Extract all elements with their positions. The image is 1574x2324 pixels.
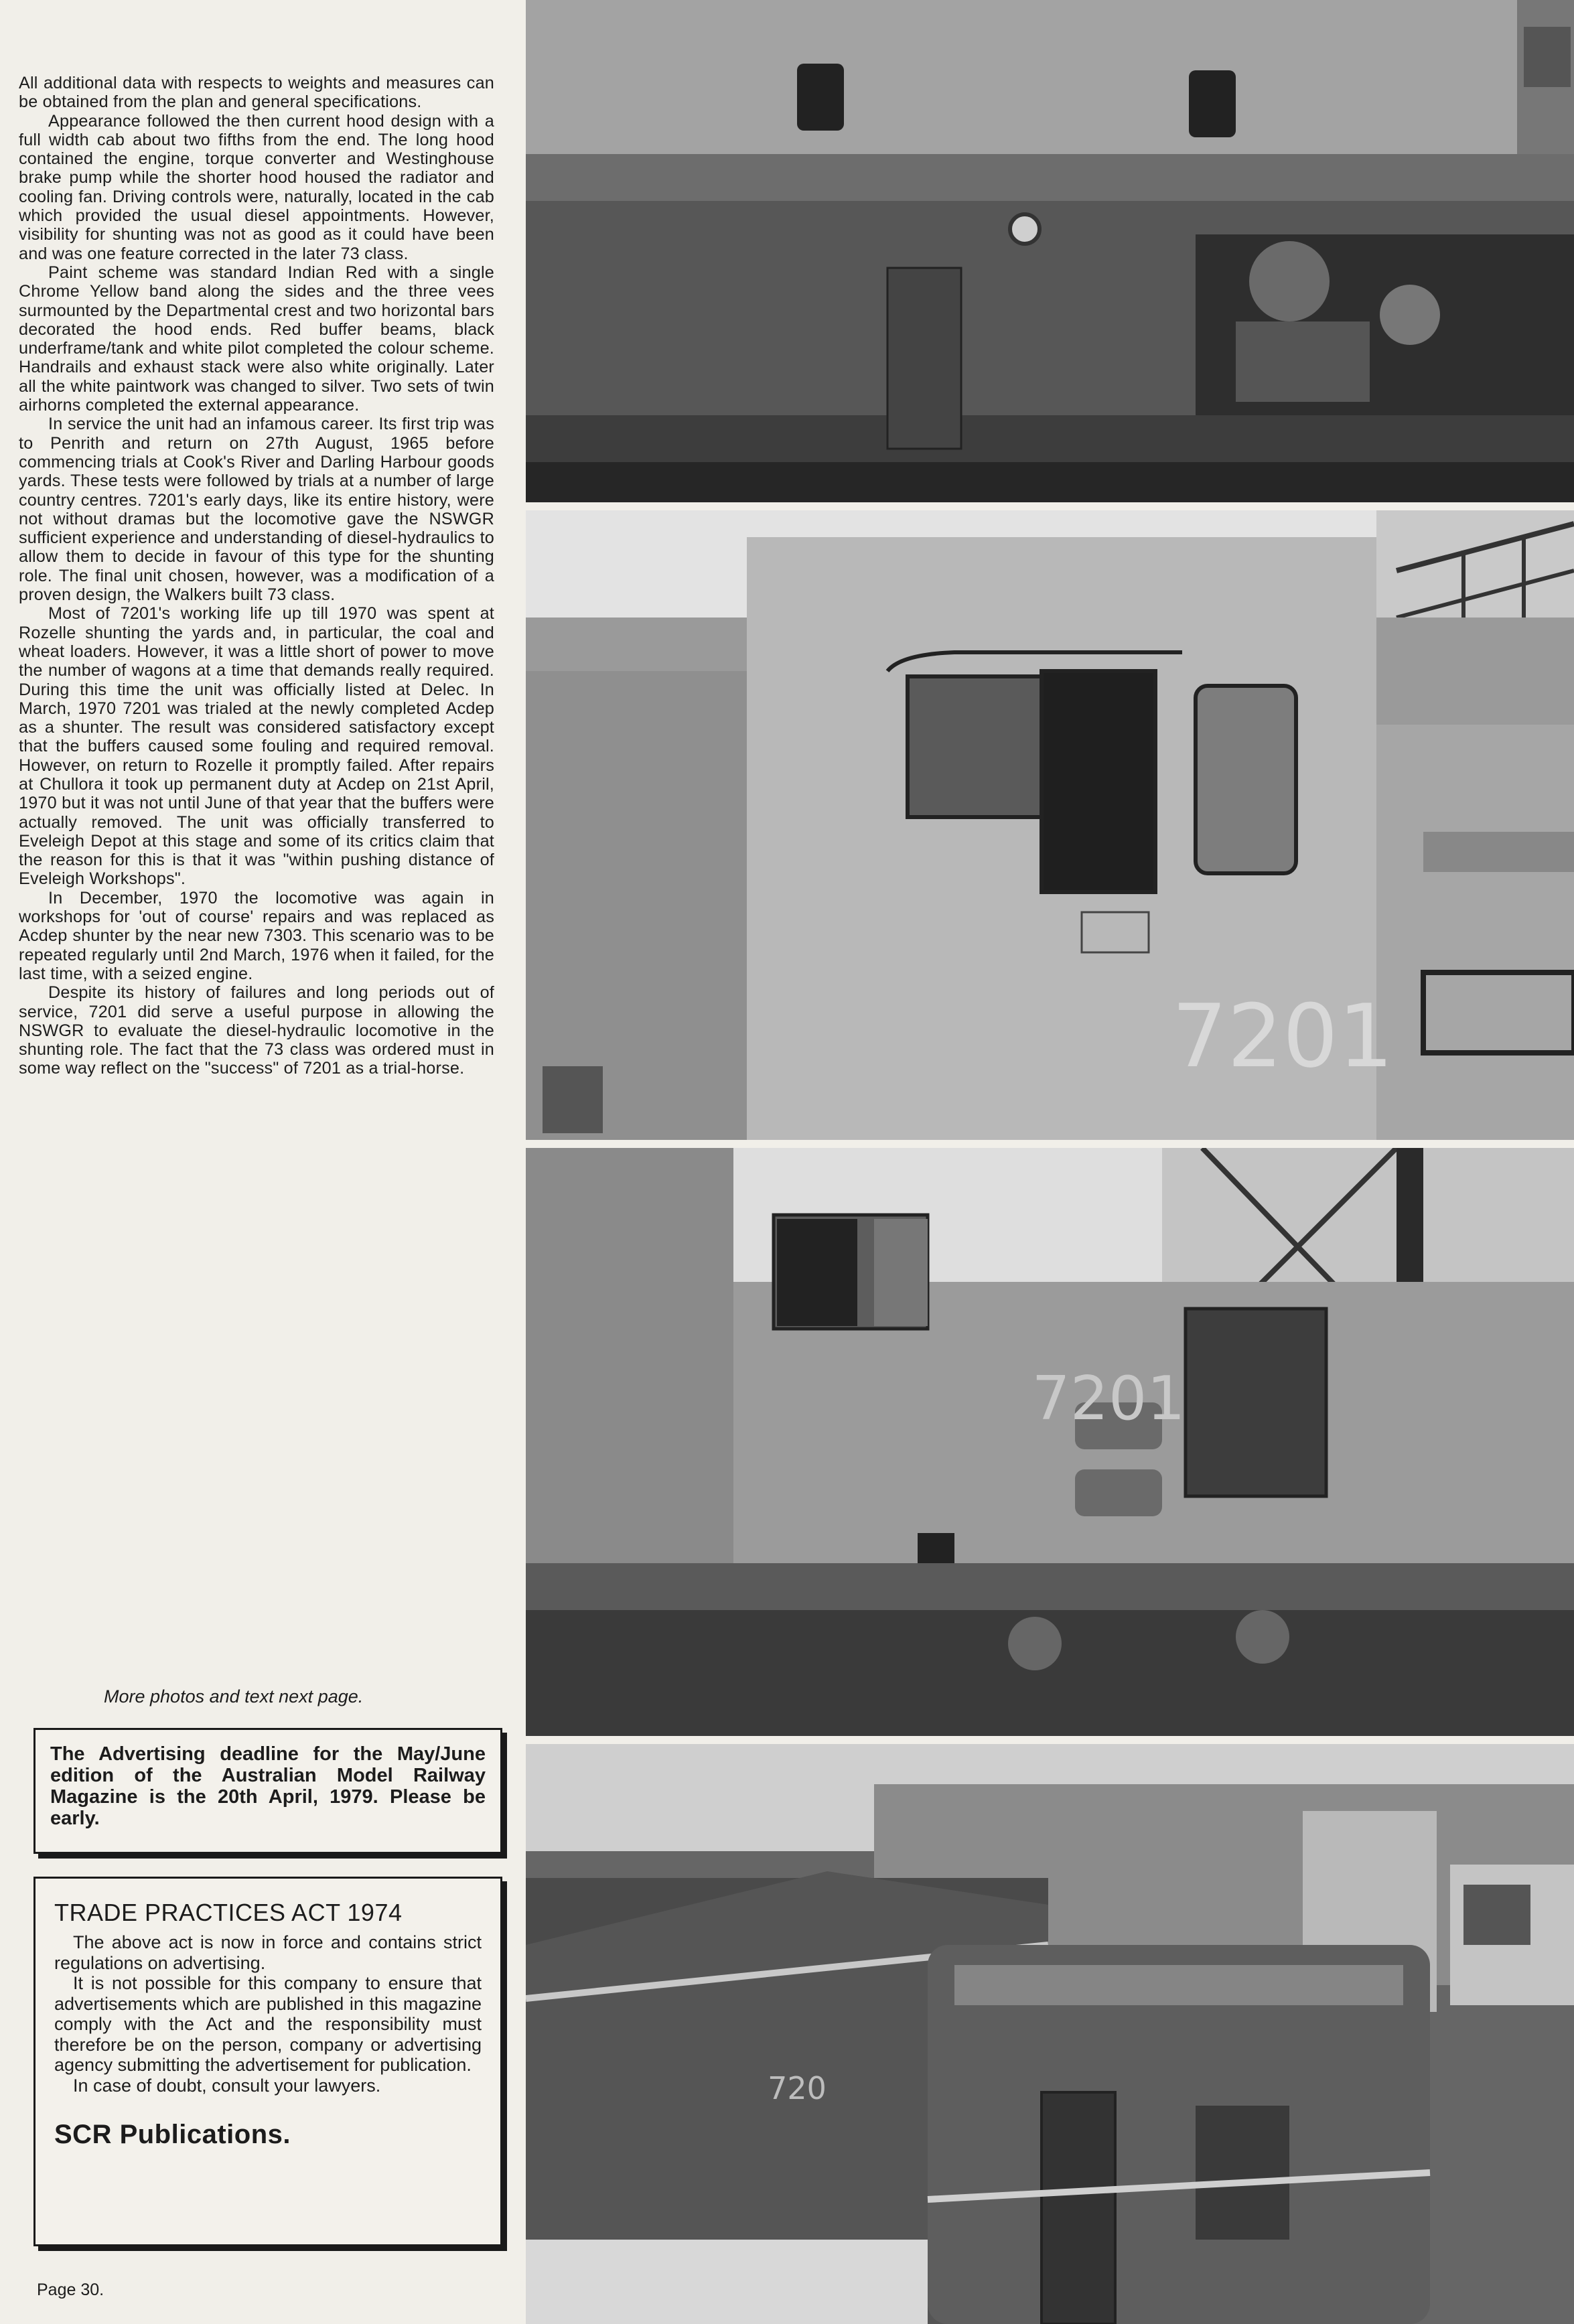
photo-cab-image bbox=[526, 510, 1574, 1140]
deadline-text: The Advertising deadline for the May/June edition of the Australian Model Railway Magazine is the 20th April, 1979. Please be early. bbox=[50, 1743, 486, 1829]
page-number: Page 30. bbox=[37, 2280, 104, 2299]
photo-bogie-image bbox=[526, 0, 1574, 502]
trade-box-paragraph: The above act is now in force and contains strict regulations on advertising. bbox=[54, 1932, 482, 1973]
photo-yard-image bbox=[526, 1744, 1574, 2324]
article-paragraph: All additional data with respects to weights and measures can be obtained from the plan and general specifications. bbox=[19, 74, 494, 112]
photo-locomotive-bogie bbox=[526, 0, 1574, 502]
article-paragraph: In December, 1970 the locomotive was again in workshops for 'out of course' repairs and was replaced as Acdep shunter by the near new 7303. This scenario was to be repeated regularly until 2nd March, 1976 when it failed, for the last time, with a seized engine. bbox=[19, 888, 494, 983]
cab-number-text: 7201 bbox=[1171, 985, 1394, 1087]
advertising-deadline-box bbox=[33, 1728, 502, 1854]
continued-note: More photos and text next page. bbox=[104, 1686, 364, 1706]
photo-cab-7201 bbox=[526, 510, 1574, 1140]
trade-box-paragraph: In case of doubt, consult your lawyers. bbox=[73, 2075, 381, 2096]
article-paragraph: In service the unit had an infamous career. Its first trip was to Penrith and return on 27th August, 1965 before commencing trials at Cook's River and Darling Harbour goods yards. These tests were followed by trials at a number of large country centres. 7201's early days, like its entire history, were not without dramas but the locomotive gave the NSWGR sufficient experience and understanding of diesel-hydraulics to allow them to decide in favour of this type for the shunting role. The final unit chosen, however, was a modification of a proven design, the Walkers built 73 class. bbox=[19, 415, 494, 605]
trade-practices-box bbox=[33, 1877, 502, 2246]
publisher-signature: SCR Publications. bbox=[54, 2120, 291, 2149]
photo-side-image bbox=[526, 1148, 1574, 1736]
article-paragraph: Despite its history of failures and long periods out of service, 7201 did serve a useful purpose in allowing the NSWGR to evaluate the diesel-hydraulic locomotive in the shunting role. The fact that the 73 class was ordered must in some way reflect on the "success" of 7201 as a trial-horse. bbox=[19, 983, 494, 1078]
rear-number-text: 720 bbox=[768, 2070, 827, 2106]
article-paragraph: Appearance followed the then current hood design with a full width cab about two fifths from the end. The long hood contained the engine, torque converter and Westinghouse brake pump while the shorter hood housed the radiator and cooling fan. Driving controls were, naturally, located in the cab which provided the usual diesel appointments. However, visibility for shunting was not as good as it could have been and was one feature corrected in the later 73 class. bbox=[19, 111, 494, 263]
photo-locomotive-side bbox=[526, 1148, 1574, 1736]
article-body bbox=[19, 74, 494, 1078]
article-paragraph: Paint scheme was standard Indian Red with a single Chrome Yellow band along the sides and the three vees surmounted by the Departmental crest and two horizontal bars decorated the hood ends. Red buffer beams, black underframe/tank and white pilot completed the colour scheme. Handrails and exhaust stack were also white originally. Later all the white paintwork was changed to silver. Two sets of twin airhorns completed the external appearance. bbox=[19, 263, 494, 415]
trade-box-title: TRADE PRACTICES ACT 1974 bbox=[54, 1899, 403, 1926]
side-number-text: 7201 bbox=[1031, 1364, 1186, 1434]
photo-locomotive-yard bbox=[526, 1744, 1574, 2324]
trade-box-paragraph: It is not possible for this company to ensure that advertisements which are published in this magazine comply with the Act and the responsibility must therefore be on the person, company or advertising agency submitting the advertisement for publication. bbox=[54, 1973, 482, 2075]
article-paragraph: Most of 7201's working life up till 1970 was spent at Rozelle shunting the yards and, in particular, the coal and wheat loaders. However, it was a little short of power to move the number of wagons at a time that demands really required. During this time the unit was officially listed at Delec. In March, 1970 7201 was trialed at the newly completed Acdep as a shunter. The result was considered satisfactory except that the buffers caused some fouling and required removal. However, on return to Rozelle it promptly failed. After repairs at Chullora it took up permanent duty at Acdep on 21st April, 1970 but it was not until June of that year that the buffers were actually removed. The unit was officially transferred to Eveleigh Depot at this stage and some of its critics claim that the reason for this is that it was "within pushing distance of Eveleigh Workshops". bbox=[19, 604, 494, 889]
